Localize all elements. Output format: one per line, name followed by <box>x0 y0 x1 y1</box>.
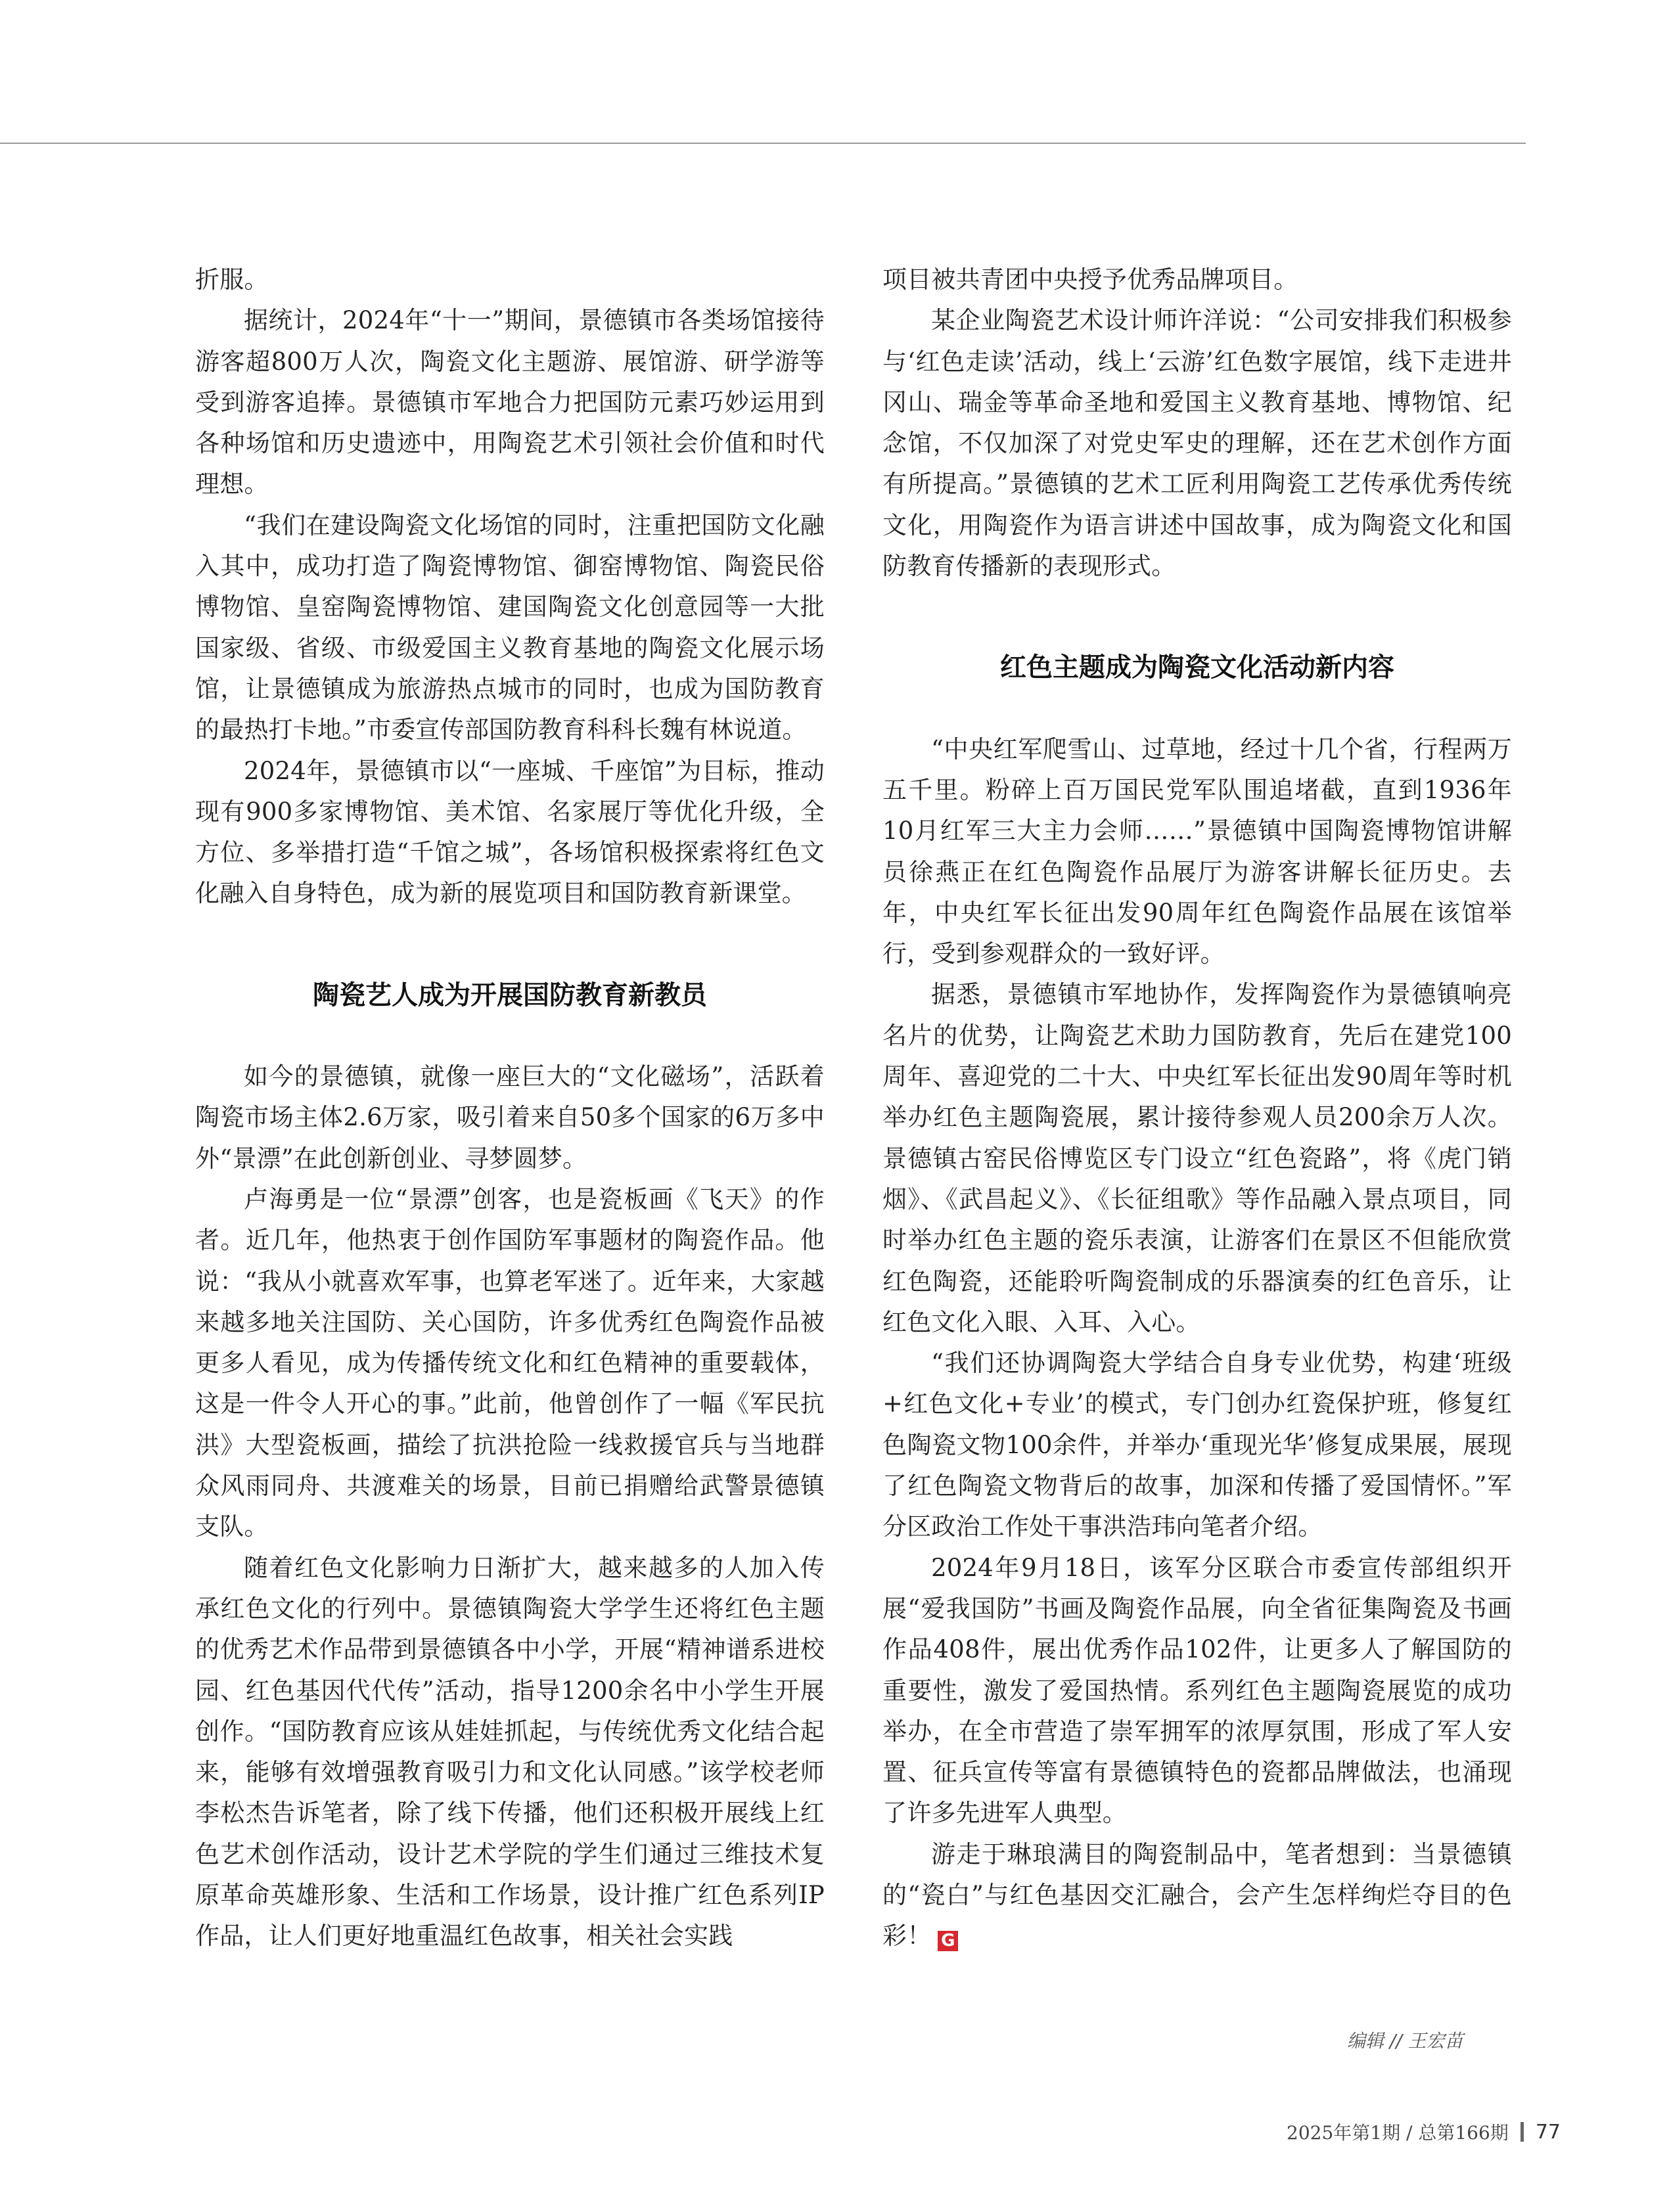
paragraph: 2024年9月18日，该军分区联合市委宣传部组织开展“爱我国防”书画及陶瓷作品展，向全省征集陶瓷及书画作品408件，展出优秀作品102件，让更多人了解国防的重要性，激发了爱国热情。系列红色主题陶瓷展览的成功举办，在全市营造了崇军拥军的浓厚氛围，形成了军人安置、征兵宣传等富有景德镇特色的瓷都品牌做法，也涌现了许多先进军人典型。 <box>882 1553 1512 1828</box>
right-column <box>882 260 1512 1957</box>
page-number: 77 <box>1535 2120 1561 2144</box>
paragraph: 2024年，景德镇市以“一座城、千座馆”为目标，推动现有900多家博物馆、美术馆、名家展厅等优化升级，全方位、多举措打造“千馆之城”，各场馆积极探索将红色文化融入自身特色，成为新的展览项目和国防教育新课堂。 <box>195 756 825 908</box>
section-heading: 红色主题成为陶瓷文化活动新内容 <box>1000 652 1394 683</box>
paragraph: “中央红军爬雪山、过草地，经过十几个省，行程两万五千里。粉碎上百万国民党军队围追堵截，直到1936年10月红军三大主力会师……”景德镇中国陶瓷博物馆讲解员徐燕正在红色陶瓷作品展厅为游客讲解长征历史。去年，中央红军长征出发90周年红色陶瓷作品展在该馆举行，受到参观群众的一致好评。 <box>882 734 1512 968</box>
section-heading: 陶瓷艺人成为开展国防教育新教员 <box>313 980 707 1010</box>
paragraph: 据统计，2024年“十一”期间，景德镇市各类场馆接待游客超800万人次，陶瓷文化主题游、展馆游、研学游等受到游客追捧。景德镇市军地合力把国防元素巧妙运用到各种场馆和历史遗迹中，用陶瓷艺术引领社会价值和时代理想。 <box>195 306 825 499</box>
paragraph: “我们在建设陶瓷文化场馆的同时，注重把国防文化融入其中，成功打造了陶瓷博物馆、御窑博物馆、陶瓷民俗博物馆、皇窑陶瓷博物馆、建国陶瓷文化创意园等一大批国家级、省级、市级爱国主义教育基地的陶瓷文化展示场馆，让景德镇成为旅游热点城市的同时，也成为国防教育的最热打卡地。”市委宣传部国防教育科科长魏有林说道。 <box>195 510 825 744</box>
paragraph: “我们还协调陶瓷大学结合自身专业优势，构建‘班级+红色文化+专业’的模式，专门创办红瓷保护班，修复红色陶瓷文物100余件，并举办‘重现光华’修复成果展，展现了红色陶瓷文物背后的故事，加深和传播了爱国情怀。”军分区政治工作处干事洪浩玮向笔者介绍。 <box>882 1349 1512 1541</box>
paragraph: 某企业陶瓷艺术设计师许洋说：“公司安排我们积极参与‘红色走读’活动，线上‘云游’红色数字展馆，线下走进井冈山、瑞金等革命圣地和爱国主义教育基地、博物馆、纪念馆，不仅加深了对党史军史的理解，还在艺术创作方面有所提高。”景德镇的艺术工匠利用陶瓷工艺传承优秀传统文化，用陶瓷作为语言讲述中国故事，成为陶瓷文化和国防教育传播新的表现形式。 <box>882 306 1512 581</box>
paragraph: 折服。 <box>195 265 269 294</box>
end-mark-icon: G <box>938 1931 958 1951</box>
page-footer <box>1287 2119 1561 2145</box>
paragraph: 卢海勇是一位“景漂”创客，也是瓷板画《飞天》的作者。近几年，他热衷于创作国防军事题材的陶瓷作品。他说：“我从小就喜欢军事，也算老军迷了。近年来，大家越来越多地关注国防、关心国防，许多优秀红色陶瓷作品被更多人看见，成为传播传统文化和红色精神的重要载体，这是一件令人开心的事。”此前，他曾创作了一幅《军民抗洪》大型瓷板画，描绘了抗洪抢险一线救援官兵与当地群众风雨同舟、共渡难关的场景，目前已捐赠给武警景德镇支队。 <box>195 1185 825 1541</box>
closing-text: 游走于琳琅满目的陶瓷制品中，笔者想到：当景德镇的“瓷白”与红色基因交汇融合，会产生怎样绚烂夺目的色彩！ <box>882 1840 1512 1951</box>
paragraph: 据悉，景德镇市军地协作，发挥陶瓷作为景德镇响亮名片的优势，让陶瓷艺术助力国防教育，先后在建党100周年、喜迎党的二十大、中央红军长征出发90周年等时机举办红色主题陶瓷展，累计接待参观人员200余万人次。景德镇古窑民俗博览区专门设立“红色瓷路”，将《虎门销烟》、《武昌起义》、《长征组歌》等作品融入景点项目，同时举办红色主题的瓷乐表演，让游客们在景区不但能欣赏红色陶瓷，还能聆听陶瓷制成的乐器演奏的红色音乐，让红色文化入眼、入耳、入心。 <box>882 980 1512 1336</box>
paragraph: 随着红色文化影响力日渐扩大，越来越多的人加入传承红色文化的行列中。景德镇陶瓷大学学生还将红色主题的优秀艺术作品带到景德镇各中小学，开展“精神谱系进校园、红色基因代代传”活动，指导1200余名中小学生开展创作。“国防教育应该从娃娃抓起，与传统优秀文化结合起来，能够有效增强教育吸引力和文化认同感。”该学校老师李松杰告诉笔者，除了线下传播，他们还积极开展线上红色艺术创作活动，设计艺术学院的学生们通过三维技术复原革命英雄形象、生活和工作场景，设计推广红色系列IP作品，让人们更好地重温红色故事，相关社会实践 <box>195 1553 825 1951</box>
editor-credit: 编辑 // 王宏苗 <box>1347 2030 1463 2052</box>
footer-divider <box>1520 2122 1524 2142</box>
closing-paragraph <box>882 1834 1512 1957</box>
left-column <box>195 260 825 1957</box>
issue-info: 2025年第1期 / 总第166期 <box>1287 2122 1509 2144</box>
paragraph: 如今的景德镇，就像一座巨大的“文化磁场”，活跃着陶瓷市场主体2.6万家，吸引着来自50多个国家的6万多中外“景漂”在此创新创业、寻梦圆梦。 <box>195 1062 825 1173</box>
paragraph: 项目被共青团中央授予优秀品牌项目。 <box>882 265 1298 294</box>
header-rule <box>0 143 1526 144</box>
